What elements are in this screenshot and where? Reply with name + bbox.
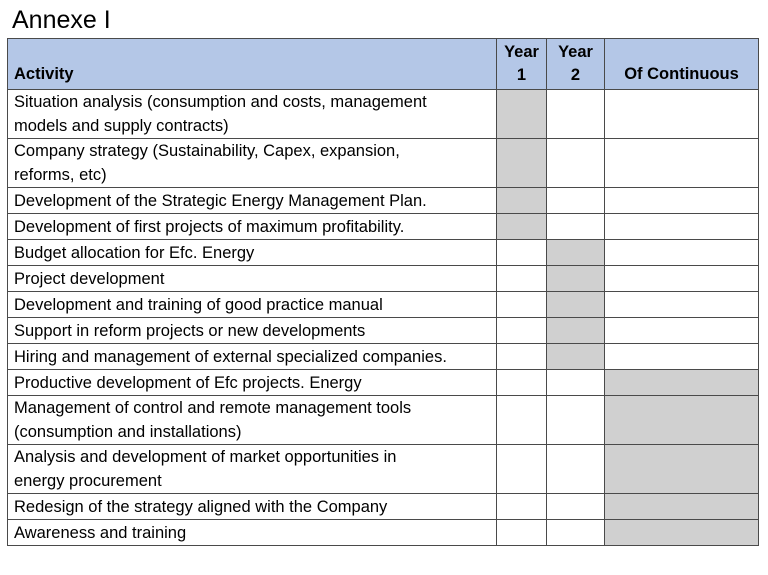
activity-cell xyxy=(8,240,497,266)
shaded-period-cell-year2 xyxy=(547,318,605,344)
shaded-period-cell-continuous xyxy=(605,445,759,494)
activity-text-line-1: Hiring and management of external specialized companies. xyxy=(14,347,447,366)
column-header-continuous: Of Continuous xyxy=(605,39,759,90)
activity-schedule-table xyxy=(7,38,759,546)
table-row xyxy=(8,266,759,292)
empty-period-cell-year1 xyxy=(497,494,547,520)
activity-text-line-1: Redesign of the strategy aligned with the Company xyxy=(14,497,388,516)
empty-period-cell-continuous xyxy=(605,188,759,214)
shaded-period-cell-year2 xyxy=(547,240,605,266)
empty-period-cell-year1 xyxy=(497,520,547,546)
table-row xyxy=(8,344,759,370)
empty-period-cell-year2 xyxy=(547,494,605,520)
column-header-activity: Activity xyxy=(8,39,497,90)
year-2-label-number: 2 xyxy=(570,66,581,84)
activity-text-line-1: Productive development of Efc projects. Energy xyxy=(14,373,362,392)
table-row xyxy=(8,370,759,396)
table-row xyxy=(8,318,759,344)
table-row xyxy=(8,494,759,520)
empty-period-cell-year1 xyxy=(497,240,547,266)
empty-period-cell-year2 xyxy=(547,188,605,214)
year-1-label-number: 1 xyxy=(516,66,527,84)
empty-period-cell-year2 xyxy=(547,520,605,546)
activity-text-line-1: Support in reform projects or new developments xyxy=(14,321,366,340)
activity-cell xyxy=(8,90,497,139)
table-row xyxy=(8,445,759,494)
activity-text-line-1: Situation analysis (consumption and costs, management xyxy=(14,93,427,111)
activity-text-line-2: energy procurement xyxy=(14,472,162,490)
table-row xyxy=(8,214,759,240)
shaded-period-cell-year2 xyxy=(547,266,605,292)
shaded-period-cell-year1 xyxy=(497,90,547,139)
empty-period-cell-year1 xyxy=(497,370,547,396)
activity-text-line-2: models and supply contracts) xyxy=(14,117,229,135)
empty-period-cell-year2 xyxy=(547,139,605,188)
activity-text-line-1: Company strategy (Sustainability, Capex, expansion, xyxy=(14,142,400,160)
empty-period-cell-continuous xyxy=(605,292,759,318)
empty-period-cell-year2 xyxy=(547,396,605,445)
empty-period-cell-year2 xyxy=(547,445,605,494)
shaded-period-cell-year1 xyxy=(497,188,547,214)
column-header-year-1 xyxy=(497,39,547,90)
activity-text-line-1: Development and training of good practice manual xyxy=(14,295,383,314)
shaded-period-cell-continuous xyxy=(605,396,759,445)
table-row xyxy=(8,188,759,214)
activity-cell xyxy=(8,188,497,214)
shaded-period-cell-year2 xyxy=(547,292,605,318)
activity-text-line-1: Development of the Strategic Energy Management Plan. xyxy=(14,191,427,210)
shaded-period-cell-continuous xyxy=(605,494,759,520)
table-row xyxy=(8,240,759,266)
empty-period-cell-year1 xyxy=(497,344,547,370)
table-row xyxy=(8,90,759,139)
shaded-period-cell-year2 xyxy=(547,344,605,370)
activity-text-line-2: (consumption and installations) xyxy=(14,423,242,441)
table-row xyxy=(8,139,759,188)
empty-period-cell-continuous xyxy=(605,90,759,139)
empty-period-cell-continuous xyxy=(605,139,759,188)
activity-text-line-1: Awareness and training xyxy=(14,523,187,542)
activity-cell xyxy=(8,445,497,494)
shaded-period-cell-year1 xyxy=(497,214,547,240)
activity-cell xyxy=(8,396,497,445)
activity-cell xyxy=(8,139,497,188)
activity-text-line-1: Budget allocation for Efc. Energy xyxy=(14,243,255,262)
empty-period-cell-continuous xyxy=(605,318,759,344)
empty-period-cell-continuous xyxy=(605,344,759,370)
empty-period-cell-year1 xyxy=(497,292,547,318)
shaded-period-cell-continuous xyxy=(605,370,759,396)
empty-period-cell-continuous xyxy=(605,266,759,292)
empty-period-cell-continuous xyxy=(605,214,759,240)
activity-cell xyxy=(8,370,497,396)
empty-period-cell-year2 xyxy=(547,370,605,396)
year-1-label-word: Year xyxy=(504,43,539,61)
empty-period-cell-year2 xyxy=(547,90,605,139)
activity-text-line-1: Project development xyxy=(14,269,165,288)
empty-period-cell-year1 xyxy=(497,266,547,292)
activity-cell xyxy=(8,266,497,292)
empty-period-cell-year1 xyxy=(497,396,547,445)
empty-period-cell-year1 xyxy=(497,445,547,494)
table-row xyxy=(8,396,759,445)
table-row xyxy=(8,292,759,318)
shaded-period-cell-continuous xyxy=(605,520,759,546)
activity-text-line-1: Analysis and development of market opportunities in xyxy=(14,448,397,466)
activity-text-line-1: Development of first projects of maximum profitability. xyxy=(14,217,405,236)
empty-period-cell-continuous xyxy=(605,240,759,266)
activity-cell xyxy=(8,292,497,318)
year-2-label-word: Year xyxy=(558,43,593,61)
shaded-period-cell-year1 xyxy=(497,139,547,188)
activity-cell xyxy=(8,318,497,344)
empty-period-cell-year1 xyxy=(497,318,547,344)
table-header-row xyxy=(8,39,759,90)
page-title: Annexe I xyxy=(12,6,111,34)
activity-cell xyxy=(8,494,497,520)
activity-text-line-2: reforms, etc) xyxy=(14,166,107,184)
activity-cell xyxy=(8,344,497,370)
activity-text-line-1: Management of control and remote management tools xyxy=(14,399,412,417)
table-row xyxy=(8,520,759,546)
empty-period-cell-year2 xyxy=(547,214,605,240)
activity-cell xyxy=(8,214,497,240)
column-header-year-2 xyxy=(547,39,605,90)
activity-cell xyxy=(8,520,497,546)
table-body xyxy=(8,90,759,546)
